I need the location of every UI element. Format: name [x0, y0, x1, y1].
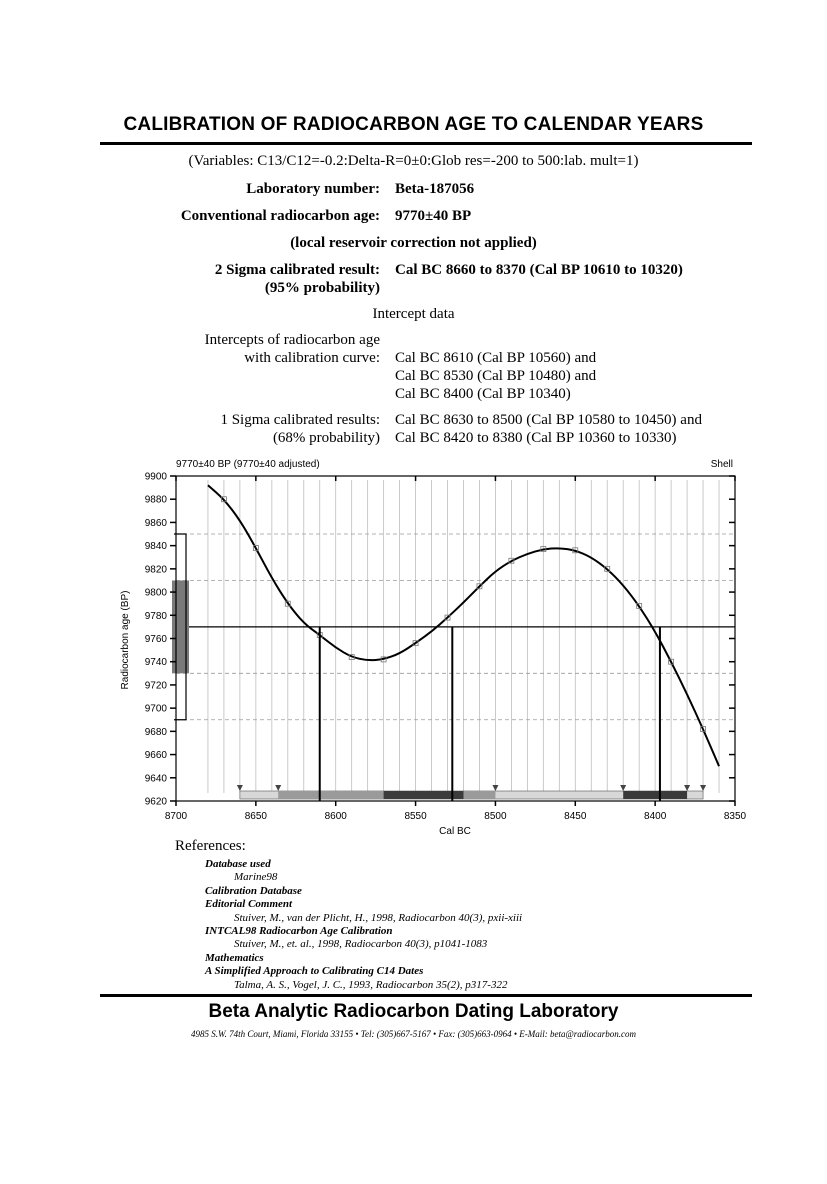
intercepts-label-2: with calibration curve: — [244, 350, 380, 366]
y-tick-label: 9720 — [144, 680, 167, 692]
y-tick-label: 9820 — [144, 564, 167, 576]
references-heading: References: — [175, 838, 246, 854]
x-tick-label: 8600 — [324, 811, 347, 822]
lab-number-value: Beta-187056 — [395, 181, 475, 197]
lab-name: Beta Analytic Radiocarbon Dating Laboratory — [208, 1001, 619, 1022]
chart-axes — [145, 472, 747, 823]
variables-line: (Variables: C13/C12=-0.2:Delta-R=0±0:Glob res=-200 to 500:lab. mult=1) — [188, 153, 639, 169]
page-title: CALIBRATION OF RADIOCARBON AGE TO CALENDAR YEARS — [123, 114, 704, 135]
range-marker — [237, 785, 243, 791]
range-marker — [275, 785, 281, 791]
y-tick-label: 9900 — [144, 471, 167, 483]
one-sigma-prob: (68% probability) — [272, 430, 380, 446]
reference-citation: Marine98 — [234, 871, 278, 884]
intercept-value: Cal BC 8610 (Cal BP 10560) and — [395, 350, 597, 366]
header-rule — [100, 142, 752, 145]
reference-heading: Editorial Comment — [205, 898, 293, 911]
x-tick-label: 8450 — [564, 811, 587, 822]
range-marker — [492, 785, 498, 791]
x-tick-label: 8350 — [723, 811, 747, 822]
reference-heading: A Simplified Approach to Calibrating C14 Dates — [205, 965, 424, 978]
y-tick-label: 9680 — [144, 726, 167, 738]
x-tick-label: 8550 — [404, 811, 427, 822]
one-sigma-value: Cal BC 8630 to 8500 (Cal BP 10580 to 10450) and — [395, 412, 702, 428]
reservoir-note: (local reservoir correction not applied) — [290, 235, 537, 251]
x-tick-label: 8400 — [644, 811, 667, 822]
footer-rule — [100, 994, 752, 997]
y-tick-label: 9800 — [144, 587, 167, 599]
lab-address: 4985 S.W. 74th Court, Miami, Florida 33155 • Tel: (305)667-5167 • Fax: (305)663-0964 • E-Mail: beta@radiocarbon.com — [190, 1029, 637, 1039]
sigma-bands — [172, 534, 735, 720]
range-marker — [684, 785, 690, 791]
y-tick-label: 9860 — [144, 517, 167, 529]
y-axis-label: Radiocarbon age (BP) — [120, 590, 131, 690]
intercept-value: Cal BC 8530 (Cal BP 10480) and — [395, 368, 597, 384]
y-tick-label: 9640 — [144, 773, 167, 785]
calibration-chart — [0, 450, 827, 845]
reference-citation: Stuiver, M., van der Plicht, H., 1998, Radiocarbon 40(3), pxii-xiii — [234, 911, 523, 924]
x-axis-label: Cal BC — [439, 826, 471, 837]
reference-heading: Calibration Database — [205, 884, 302, 897]
two-sigma-prob: (95% probability) — [264, 280, 380, 296]
intercepts-label-1: Intercepts of radiocarbon age — [204, 332, 380, 348]
two-sigma-value: Cal BC 8660 to 8370 (Cal BP 10610 to 10320) — [395, 262, 683, 278]
chart-title-right: Shell — [710, 459, 733, 470]
conv-age-value: 9770±40 BP — [395, 208, 472, 224]
calendar-distribution — [237, 785, 706, 799]
intercept-lines — [320, 627, 660, 801]
one-sigma-label: 1 Sigma calibrated results: — [220, 412, 380, 428]
x-tick-label: 8700 — [164, 811, 188, 822]
plot-frame — [176, 476, 735, 801]
lab-number-label: Laboratory number: — [246, 181, 380, 197]
x-tick-label: 8500 — [484, 811, 507, 822]
two-sigma-label: 2 Sigma calibrated result: — [214, 262, 380, 278]
y-tick-label: 9740 — [144, 657, 167, 669]
reference-heading: INTCAL98 Radiocarbon Age Calibration — [205, 925, 393, 937]
y-tick-label: 9700 — [144, 703, 167, 715]
intercept-value: Cal BC 8400 (Cal BP 10340) — [395, 386, 571, 402]
conv-age-label: Conventional radiocarbon age: — [180, 208, 380, 224]
y-tick-label: 9780 — [144, 610, 167, 622]
y-tick-label: 9760 — [144, 634, 167, 645]
y-tick-label: 9660 — [144, 750, 167, 762]
x-tick-label: 8650 — [244, 811, 267, 822]
reference-heading: Mathematics — [205, 951, 264, 964]
range-marker — [620, 785, 626, 791]
one-sigma-value: Cal BC 8420 to 8380 (Cal BP 10360 to 10330) — [395, 430, 677, 446]
calendar-distribution-segment — [623, 791, 687, 799]
chart-grid — [208, 480, 719, 793]
y-tick-label: 9840 — [144, 541, 167, 553]
intercept-heading: Intercept data — [372, 306, 455, 322]
reference-citation: Stuiver, M., et. al., 1998, Radiocarbon 40(3), p1041-1083 — [234, 938, 488, 951]
chart-title-left: 9770±40 BP (9770±40 adjusted) — [176, 459, 320, 470]
y-tick-label: 9880 — [144, 494, 167, 506]
y-tick-label: 9620 — [144, 796, 167, 808]
reference-citation: Talma, A. S., Vogel, J. C., 1993, Radiocarbon 35(2), p317-322 — [234, 978, 508, 991]
reference-heading: Database used — [205, 858, 271, 870]
range-marker — [700, 785, 706, 791]
